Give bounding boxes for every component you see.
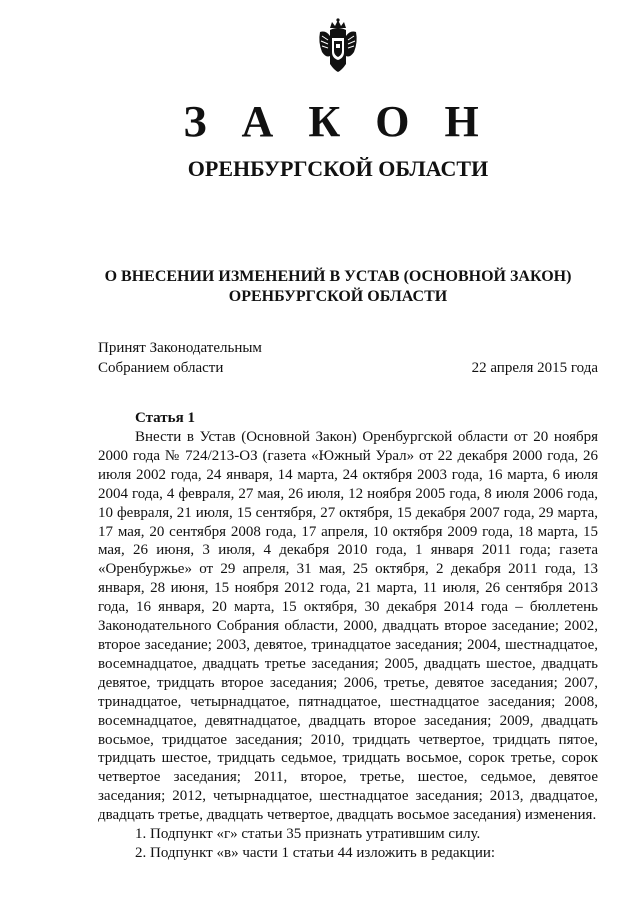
document-subtitle: ОРЕНБУРГСКОЙ ОБЛАСТИ	[187, 156, 489, 181]
article-body	[98, 428, 598, 863]
adoption-line-2: Собранием области	[98, 360, 224, 376]
coat-of-arms-icon	[316, 18, 360, 74]
article-heading: Статья 1	[135, 410, 195, 426]
law-subject-line-2: ОРЕНБУРГСКОЙ ОБЛАСТИ	[228, 288, 448, 305]
law-subject	[0, 267, 640, 307]
article-item-1: 1. Подпункт «г» статьи 35 признать утратившим силу.	[135, 826, 481, 843]
adoption-line-1: Принят Законодательным	[98, 340, 262, 356]
article-paragraph: Внести в Устав (Основной Закон) Оренбургской области от 20 ноября 2000 года № 724/213-ОЗ (газета «Южный Урал» от 22 декабря 2000 года, 26 июля 2002 года, 24 января, 14 марта, 24 октября 2003 года, 16 марта, 6 июля 2004 года, 4 февраля, 27 мая, 26 июля, 12 ноября 2005 года, 8 июля 2006 года, 10 февраля, 21 июля, 15 сентября, 27 октября, 15 декабря 2007 года, 29 марта, 17 мая, 20 сентября 2008 года, 17 апреля, 10 октября 2009 года, 18 марта, 15 мая, 26 июня, 3 июля, 4 декабря 2010 года, 1 января 2011 года; газета «Оренбуржье» от 29 апреля, 31 мая, 25 октября, 2 декабря 2011 года, 13 января, 28 июня, 15 ноября 2012 года, 21 марта, 11 июля, 26 сентября 2013 года, 16 января, 20 марта, 15 октября, 30 декабря 2014 года – бюллетень Законодательного Собрания области, 2000, двадцать второе заседание; 2002, второе заседание; 2003, девятое, тринадцатое заседания; 2004, шестнадцатое, восемнадцатое, двадцать третье заседания; 2005, двадцать шестое, двадцать девятое, тридцать второе заседания; 2006, третье, девятое заседания; 2007, тринадцатое, четырнадцатое, пятнадцатое, шестнадцатое заседания; 2008, восемнадцатое, девятнадцатое, двадцать второе заседания; 2009, двадцать восьмое, тридцатое заседания; 2010, тридцать четвертое, тридцать пятое, тридцать шестое, тридцать седьмое, тридцать восьмое, сорок третье, сорок четвертое заседания; 2011, второе, третье, шестое, седьмое, девятое заседания; 2012, четырнадцатое, шестнадцатое заседания; 2013, двадцатое, двадцать третье, двадцать четвертое, двадцать восьмое заседания) изменения.	[98, 429, 598, 824]
adoption-date: 22 апреля 2015 года	[471, 360, 598, 376]
article-item-2: 2. Подпункт «в» части 1 статьи 44 изложить в редакции:	[135, 844, 496, 861]
adoption-note	[98, 338, 262, 378]
document-title: З А К О Н	[183, 97, 491, 146]
law-subject-line-1: О ВНЕСЕНИИ ИЗМЕНЕНИЙ В УСТАВ (ОСНОВНОЙ ЗАКОН)	[104, 268, 572, 285]
